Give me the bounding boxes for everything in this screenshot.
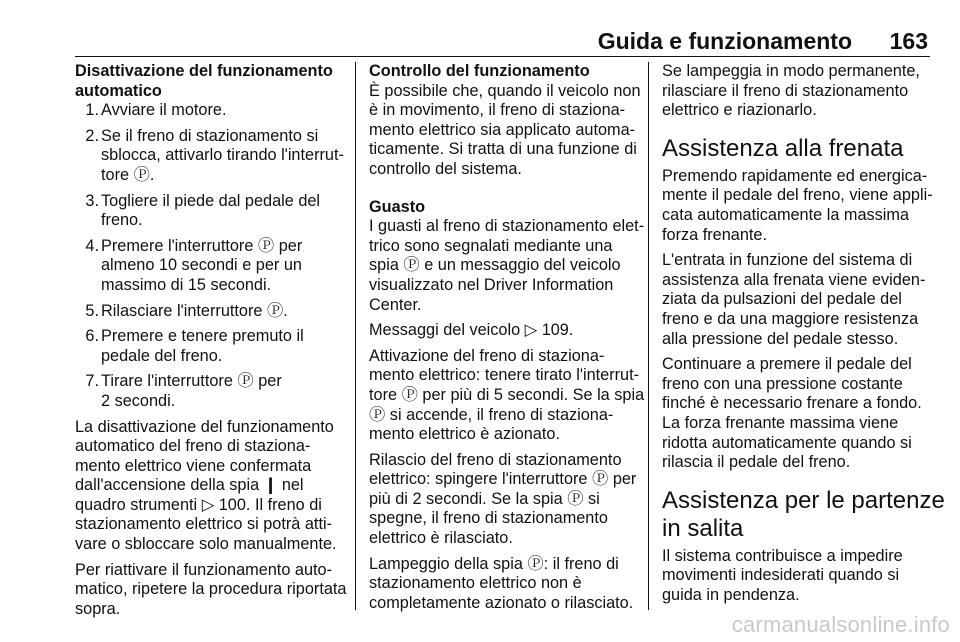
list-item: 2. Se il freno di stazionamento si sblocca, attivarlo tirando l'interrut- tore Ⓟ.	[85, 126, 344, 184]
list-item: 7. Tirare l'interruttore Ⓟ per 2 secondi.	[85, 372, 282, 410]
paragraph: I guasti al freno di stazionamento elet- trico sono segnalati mediante una spia Ⓟ e un messaggio del veicolo visualizzato nel Driver Information Center.	[369, 217, 645, 314]
column-divider-2	[648, 62, 649, 610]
list-item: 5. Rilasciare l'interruttore Ⓟ.	[85, 301, 288, 320]
section-heading-partenze-salita: Assistenza per le partenze in salita	[662, 486, 945, 542]
page-title: Guida e funzionamento	[597, 28, 852, 54]
section-heading-controllo: Controllo del funzionamento	[369, 62, 590, 80]
paragraph: È possibile che, quando il veicolo non è in movimento, il freno di staziona- mento elettrico sia applicato automa- ticamente. Si tratta di una funzione di controllo del sistema.	[369, 81, 641, 178]
list-item: 6. Premere e tenere premuto il pedale del freno.	[85, 327, 304, 365]
column-divider-1	[355, 62, 356, 610]
paragraph: Se lampeggia in modo permanente, rilasciare il freno di stazionamento elettrico e riazionarlo.	[662, 62, 920, 120]
section-heading-assistenza-frenata: Assistenza alla frenata	[662, 134, 904, 162]
column-2	[369, 62, 645, 619]
list-item: 3. Togliere il piede dal pedale del freno.	[85, 191, 321, 230]
list-item: 4. Premere l'interruttore Ⓟ per almeno 10 secondi e per un massimo di 15 secondi.	[85, 236, 303, 294]
paragraph: Continuare a premere il pedale del freno con una pressione costante finché è necessario frenare a fondo. La forza frenante massima viene ridotta automaticamente quando si rilascia il pedale del freno.	[662, 355, 922, 472]
paragraph: Il sistema contribuisce a impedire movimenti indesiderati quando si guida in pendenza.	[662, 546, 903, 604]
column-1	[75, 62, 353, 625]
section-heading-disattivazione: Disattivazione del funzionamento automatico	[75, 62, 333, 100]
paragraph: Rilascio del freno di stazionamento elettrico: spingere l'interruttore Ⓟ per più di 2 secondi. Se la spia Ⓟ si spegne, il freno di stazionamento elettrico è rilasciato.	[369, 450, 637, 548]
page-number: 163	[889, 28, 928, 54]
watermark: carmanualsonline.info	[731, 612, 950, 637]
paragraph: L'entrata in funzione del sistema di assistenza alla frenata viene eviden- ziata da pulsazioni del pedale del freno e da una maggiore resistenza alla pressione del pedale stesso.	[662, 251, 926, 348]
section-heading-guasto: Guasto	[369, 197, 426, 216]
paragraph: Per riattivare il funzionamento auto- matico, ripetere la procedura riportata sopra.	[75, 560, 347, 618]
list-item: 1. Avviare il motore.	[85, 101, 227, 120]
steps-list	[75, 101, 353, 411]
paragraph: Lampeggio della spia Ⓟ: il freno di stazionamento elettrico non è completamente azionato o rilasciato.	[369, 554, 634, 612]
page-header	[75, 22, 930, 57]
paragraph: Messaggi del veicolo ▷ 109.	[369, 321, 574, 340]
column-3	[662, 62, 945, 611]
paragraph: La disattivazione del funzionamento automatico del freno di staziona- mento elettrico viene confermata dall'accensione della spia ❙ nel quadro strumenti ▷ 100. Il freno di stazionamento elettrico si potrà atti- vare o sbloccare solo manualmente.	[75, 417, 337, 554]
paragraph: Attivazione del freno di staziona- mento elettrico: tenere tirato l'interrut- tore Ⓟ per più di 5 secondi. Se la spia Ⓟ si accende, il freno di staziona- mento elettrico è azionato.	[369, 346, 645, 444]
paragraph: Premendo rapidamente ed energica- mente il pedale del freno, viene appli- cata automaticamente la massima forza frenante.	[662, 166, 933, 244]
